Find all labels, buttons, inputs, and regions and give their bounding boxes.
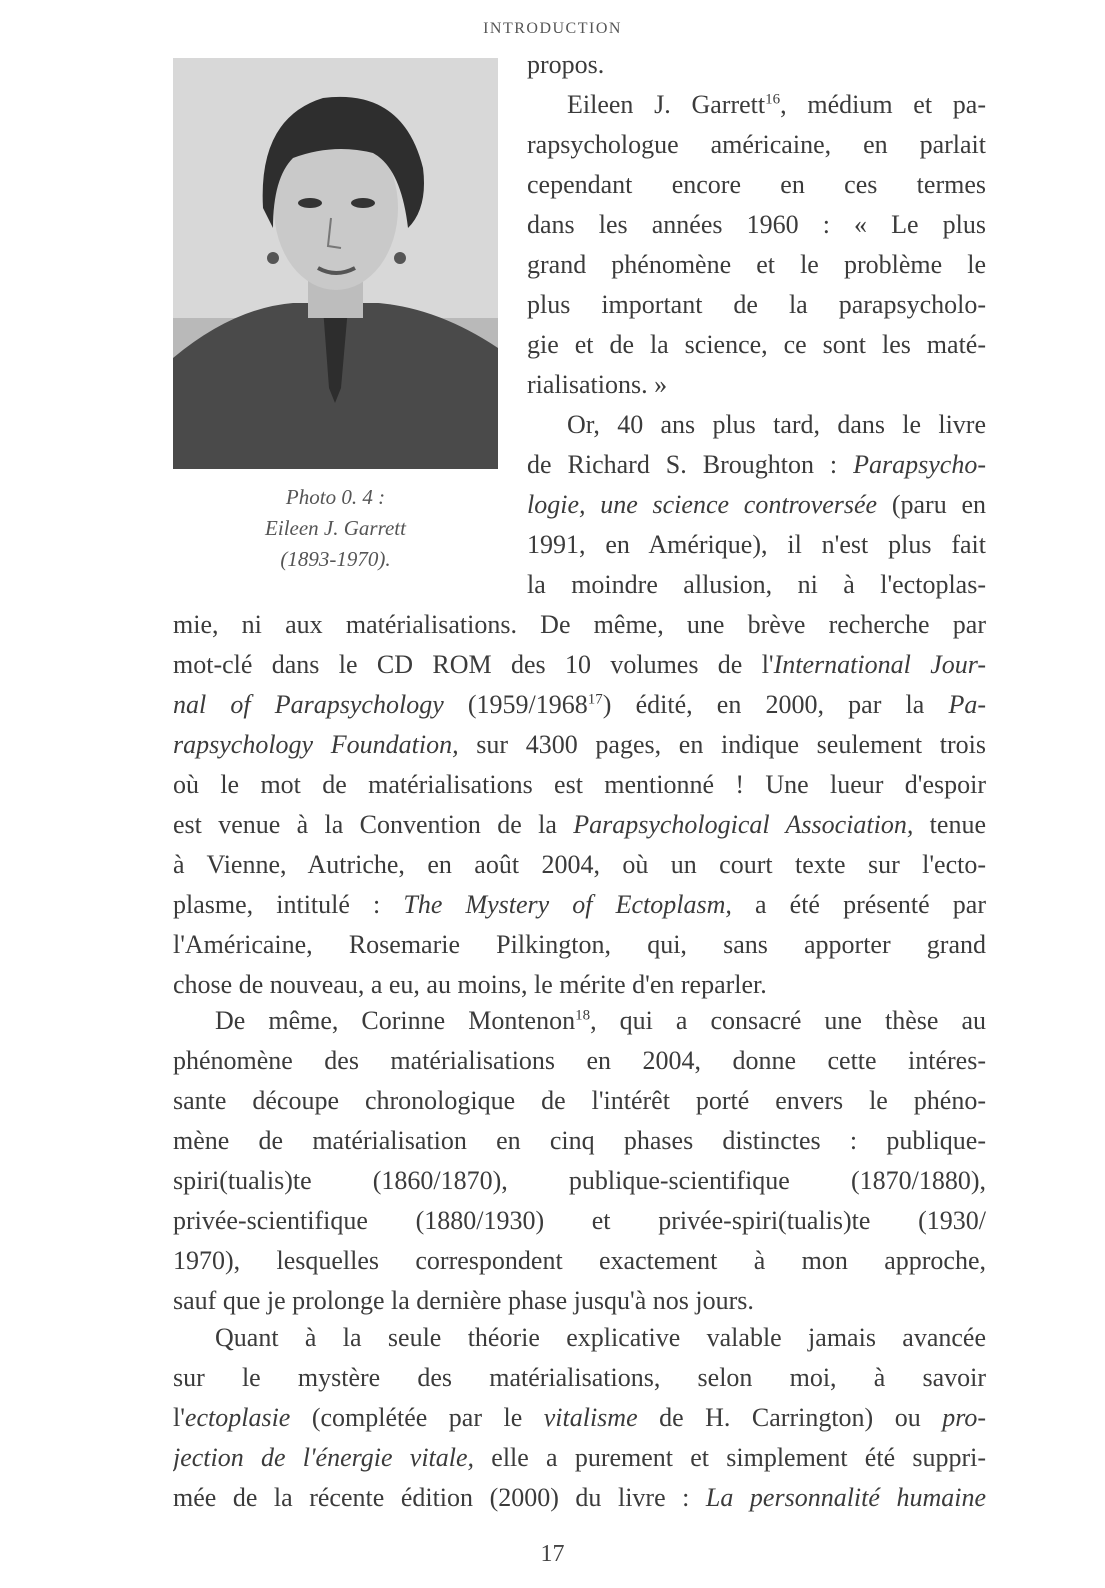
text-run: , qui a consacré une thèse au (590, 1006, 986, 1035)
footnote-ref-17: 17 (587, 691, 603, 708)
journal-title: nal of Parapsychology (173, 690, 444, 719)
text-line (527, 445, 986, 485)
text-run: (complétée par le (290, 1403, 544, 1432)
text-line: où le mot de matérialisations est mentionné ! Une lueur d'espoir (173, 770, 986, 799)
text-run: mée de la récente édition (2000) du livre : (173, 1483, 706, 1512)
text-line: sauf que je prolonge la dernière phase jusqu'à nos jours. (173, 1286, 754, 1315)
text-line: plus important de la parapsycholo- (527, 290, 986, 319)
text-run: Eileen J. Garrett (567, 90, 766, 119)
text-run: de H. Carrington) ou (637, 1403, 943, 1432)
text-run: a été présenté par (731, 890, 986, 919)
text-line: sante découpe chronologique de l'intérêt porté envers le phéno- (173, 1086, 986, 1115)
text-run: tenue (913, 810, 986, 839)
text-run: plasme, intitulé : (173, 890, 404, 919)
text-line: cependant encore en ces termes (527, 170, 986, 199)
text-line: privée-scientifique (1880/1930) et privée-spiri(tualis)te (1930/ (173, 1206, 986, 1235)
book-title: Parapsycho- (853, 450, 986, 479)
text-line: gie et de la science, ce sont les maté- (527, 330, 986, 359)
text-line: Quant à la seule théorie explicative valable jamais avancée (215, 1323, 986, 1352)
work-title: The Mystery of Ectoplasm, (403, 890, 732, 919)
org-name: Pa- (948, 690, 986, 719)
text-line: Or, 40 ans plus tard, dans le livre (567, 410, 986, 439)
caption-line: Photo 0. 4 : (285, 485, 386, 509)
text-line: rapsychologue américaine, en parlait (527, 130, 986, 159)
page-number: 17 (540, 1541, 565, 1567)
text-line: l'Américaine, Rosemarie Pilkington, qui, sans apporter grand (173, 930, 986, 959)
text-line: sur le mystère des matérialisations, selon moi, à savoir (173, 1363, 986, 1392)
text-line (173, 1398, 986, 1438)
text-line: chose de nouveau, a eu, au moins, le mérite d'en reparler. (173, 970, 767, 999)
text-run: (paru en (877, 490, 986, 519)
text-line (173, 1478, 986, 1518)
text-line (173, 885, 986, 925)
text-line (527, 85, 986, 125)
text-line: grand phénomène et le problème le (527, 250, 986, 279)
text-run: mot-clé dans le CD ROM des 10 volumes de l' (173, 650, 774, 679)
text-line: spiri(tualis)te (1860/1870), publique-scientifique (1870/1880), (173, 1166, 986, 1195)
book-title: logie, une science controversée (527, 490, 878, 519)
journal-title: International Jour- (773, 650, 986, 679)
text-line (173, 685, 986, 725)
text-line (527, 485, 986, 525)
text-line: rialisations. » (527, 370, 668, 399)
right-column-text (527, 45, 986, 605)
caption-line: Eileen J. Garrett (265, 516, 406, 540)
org-name: rapsychology Foundation, (173, 730, 459, 759)
text-line (173, 1438, 986, 1478)
text-line: dans les années 1960 : « Le plus (527, 210, 986, 239)
text-run: De même, Corinne Montenon (215, 1006, 576, 1035)
text-line: 1991, en Amérique), il n'est plus fait (527, 530, 986, 559)
footnote-ref-18: 18 (575, 1007, 591, 1024)
text-line: propos. (527, 50, 605, 79)
term: jection de l'énergie vitale, (173, 1443, 475, 1472)
text-run: ) édité, en 2000, par la (602, 690, 949, 719)
text-line: mie, ni aux matérialisations. De même, une brève recherche par (173, 610, 986, 639)
term: vitalisme (543, 1403, 638, 1432)
text-line (173, 1001, 986, 1041)
running-header: INTRODUCTION (483, 20, 622, 37)
portrait-photo (173, 58, 498, 469)
book-title: La personnalité humaine (705, 1483, 986, 1512)
text-line: à Vienne, Autriche, en août 2004, où un court texte sur l'ecto- (173, 850, 986, 879)
text-line: mène de matérialisation en cinq phases distinctes : publique- (173, 1126, 986, 1155)
paragraph-3 (173, 1318, 986, 1518)
text-run: l' (173, 1403, 185, 1432)
text-run: (1959/1968 (443, 690, 588, 719)
text-run: sur 4300 pages, en indique seulement trois (458, 730, 986, 759)
term: ectoplasie (184, 1403, 291, 1432)
text-line (173, 645, 986, 685)
caption-line: (1893-1970). (280, 547, 391, 571)
term: pro- (942, 1403, 986, 1432)
text-line: la moindre allusion, ni à l'ectoplas- (527, 570, 986, 599)
photo-caption (233, 482, 438, 575)
text-run: est venue à la Convention de la (173, 810, 574, 839)
org-name: Parapsychological Association, (573, 810, 914, 839)
text-run: , médium et pa- (780, 90, 986, 119)
text-line: phénomène des matérialisations en 2004, donne cette intéres- (173, 1046, 986, 1075)
text-line: 1970), lesquelles correspondent exactement à mon approche, (173, 1246, 986, 1275)
text-line (173, 725, 986, 765)
text-run: de Richard S. Broughton : (527, 450, 854, 479)
footnote-ref-16: 16 (765, 91, 781, 108)
portrait-photo-icon (173, 58, 498, 469)
paragraph-1 (173, 605, 986, 1005)
paragraph-2 (173, 1001, 986, 1321)
text-run: elle a purement et simplement été suppri- (474, 1443, 986, 1472)
text-line (173, 805, 986, 845)
